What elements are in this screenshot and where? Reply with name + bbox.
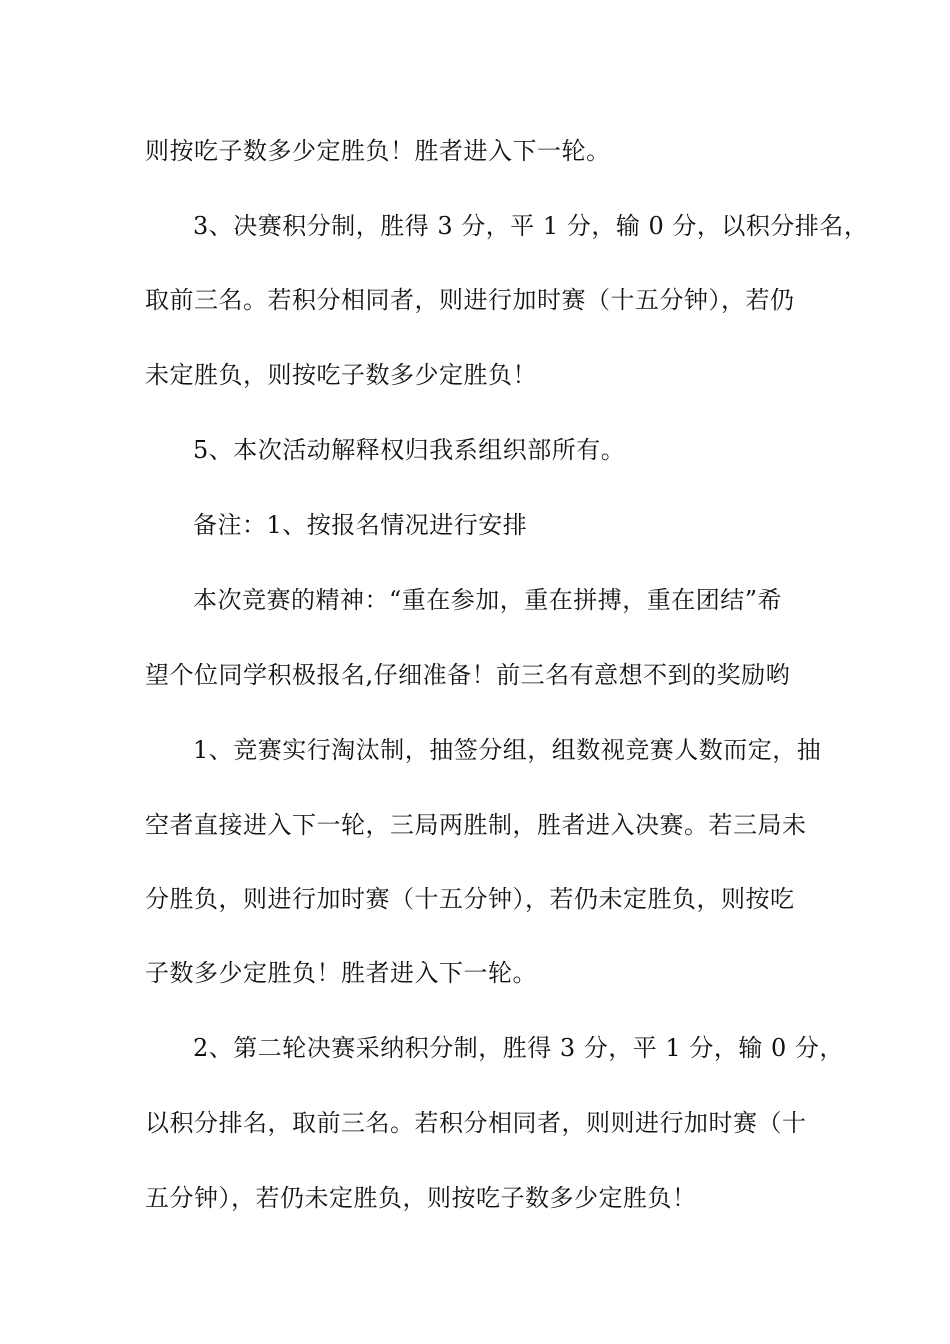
text-line: 2、第二轮决赛采纳积分制，胜得 3 分，平 1 分，输 0 分， xyxy=(193,1034,844,1062)
text-line: 5、本次活动解释权归我系组织部所有。 xyxy=(193,436,626,464)
text-line: 望个位同学积极报名,仔细准备！前三名有意想不到的奖励哟 xyxy=(145,661,791,689)
text-line: 空者直接进入下一轮，三局两胜制，胜者进入决赛。若三局未 xyxy=(145,811,807,839)
text-line: 3、决赛积分制，胜得 3 分，平 1 分，输 0 分，以积分排名， xyxy=(193,212,869,240)
text-line: 五分钟），若仍未定胜负，则按吃子数多少定胜负！ xyxy=(145,1184,697,1212)
text-line: 本次竞赛的精神：“重在参加，重在拼搏，重在团结”希 xyxy=(193,586,783,614)
text-line: 取前三名。若积分相同者，则进行加时赛（十五分钟），若仍 xyxy=(145,286,795,314)
text-line: 备注：1、按报名情况进行安排 xyxy=(193,511,528,539)
text-line: 1、竞赛实行淘汰制，抽签分组，组数视竞赛人数而定，抽 xyxy=(193,736,822,764)
text-line: 以积分排名，取前三名。若积分相同者，则则进行加时赛（十 xyxy=(145,1109,807,1137)
text-line: 未定胜负，则按吃子数多少定胜负！ xyxy=(145,361,537,389)
text-line: 分胜负，则进行加时赛（十五分钟），若仍未定胜负，则按吃 xyxy=(145,885,795,913)
text-line: 则按吃子数多少定胜负！胜者进入下一轮。 xyxy=(145,137,611,165)
text-line: 子数多少定胜负！胜者进入下一轮。 xyxy=(145,959,537,987)
